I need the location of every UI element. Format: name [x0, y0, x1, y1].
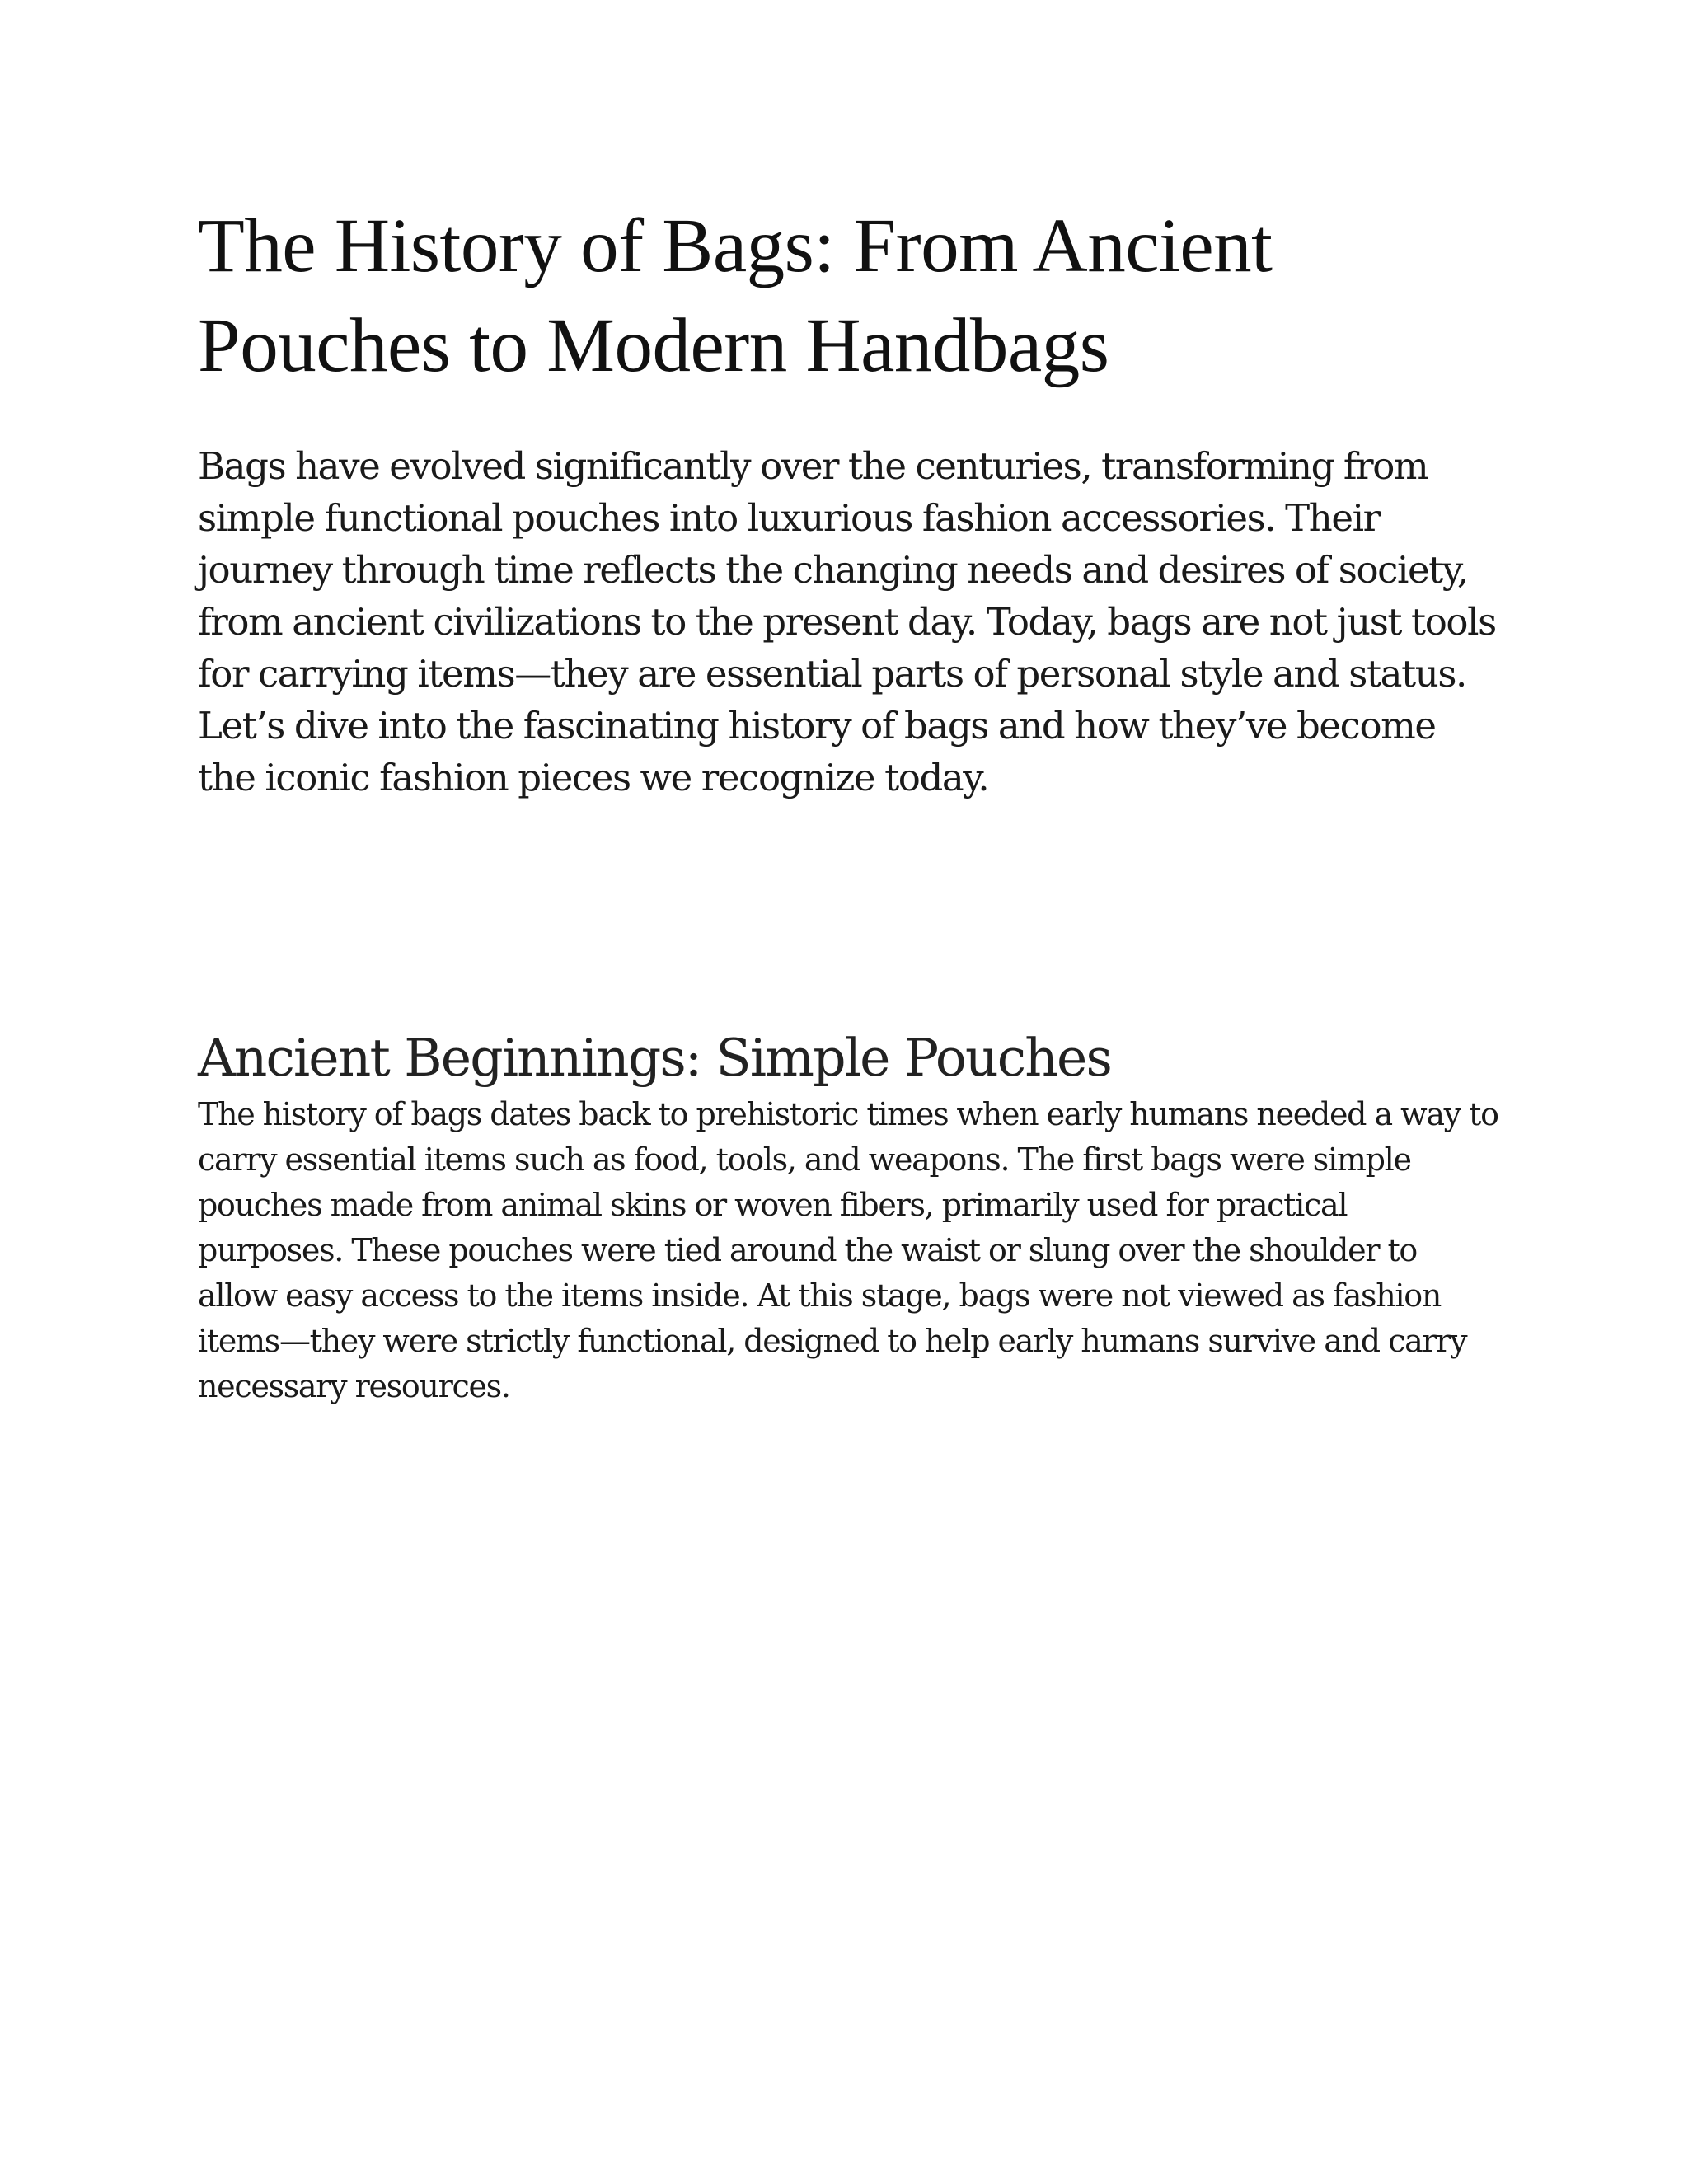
- section-body-ancient-beginnings: The history of bags dates back to prehistoric times when early humans needed a way to carry essential items such as food, tools, and weapons. The first bags were simple pouches made from animal skins or woven fibers, primarily used for practical purposes. These pouches were tied around the waist or slung over the shoulder to allow easy access to the items inside. At this stage, bags were not viewed as fashion items—they were strictly functional, designed to help early humans survive and carry necessary resources.: [198, 1096, 1498, 1404]
- section-heading-ancient-beginnings: Ancient Beginnings: Simple Pouches: [198, 1028, 1111, 1088]
- intro-paragraph: Bags have evolved significantly over the centuries, transforming from simple functional pouches into luxurious fashion accessories. Their journey through time reflects the changing needs and desires of society, from ancient civilizations to the present day. Today, bags are not just tools for carrying items—they are essential parts of personal style and status. Let’s dive into the fascinating history of bags and how they’ve become the iconic fashion pieces we recognize today.: [198, 444, 1496, 799]
- document-content: [198, 196, 1500, 1409]
- document-title: The History of Bags: From Ancient Pouches to Modern Handbags: [198, 204, 1273, 388]
